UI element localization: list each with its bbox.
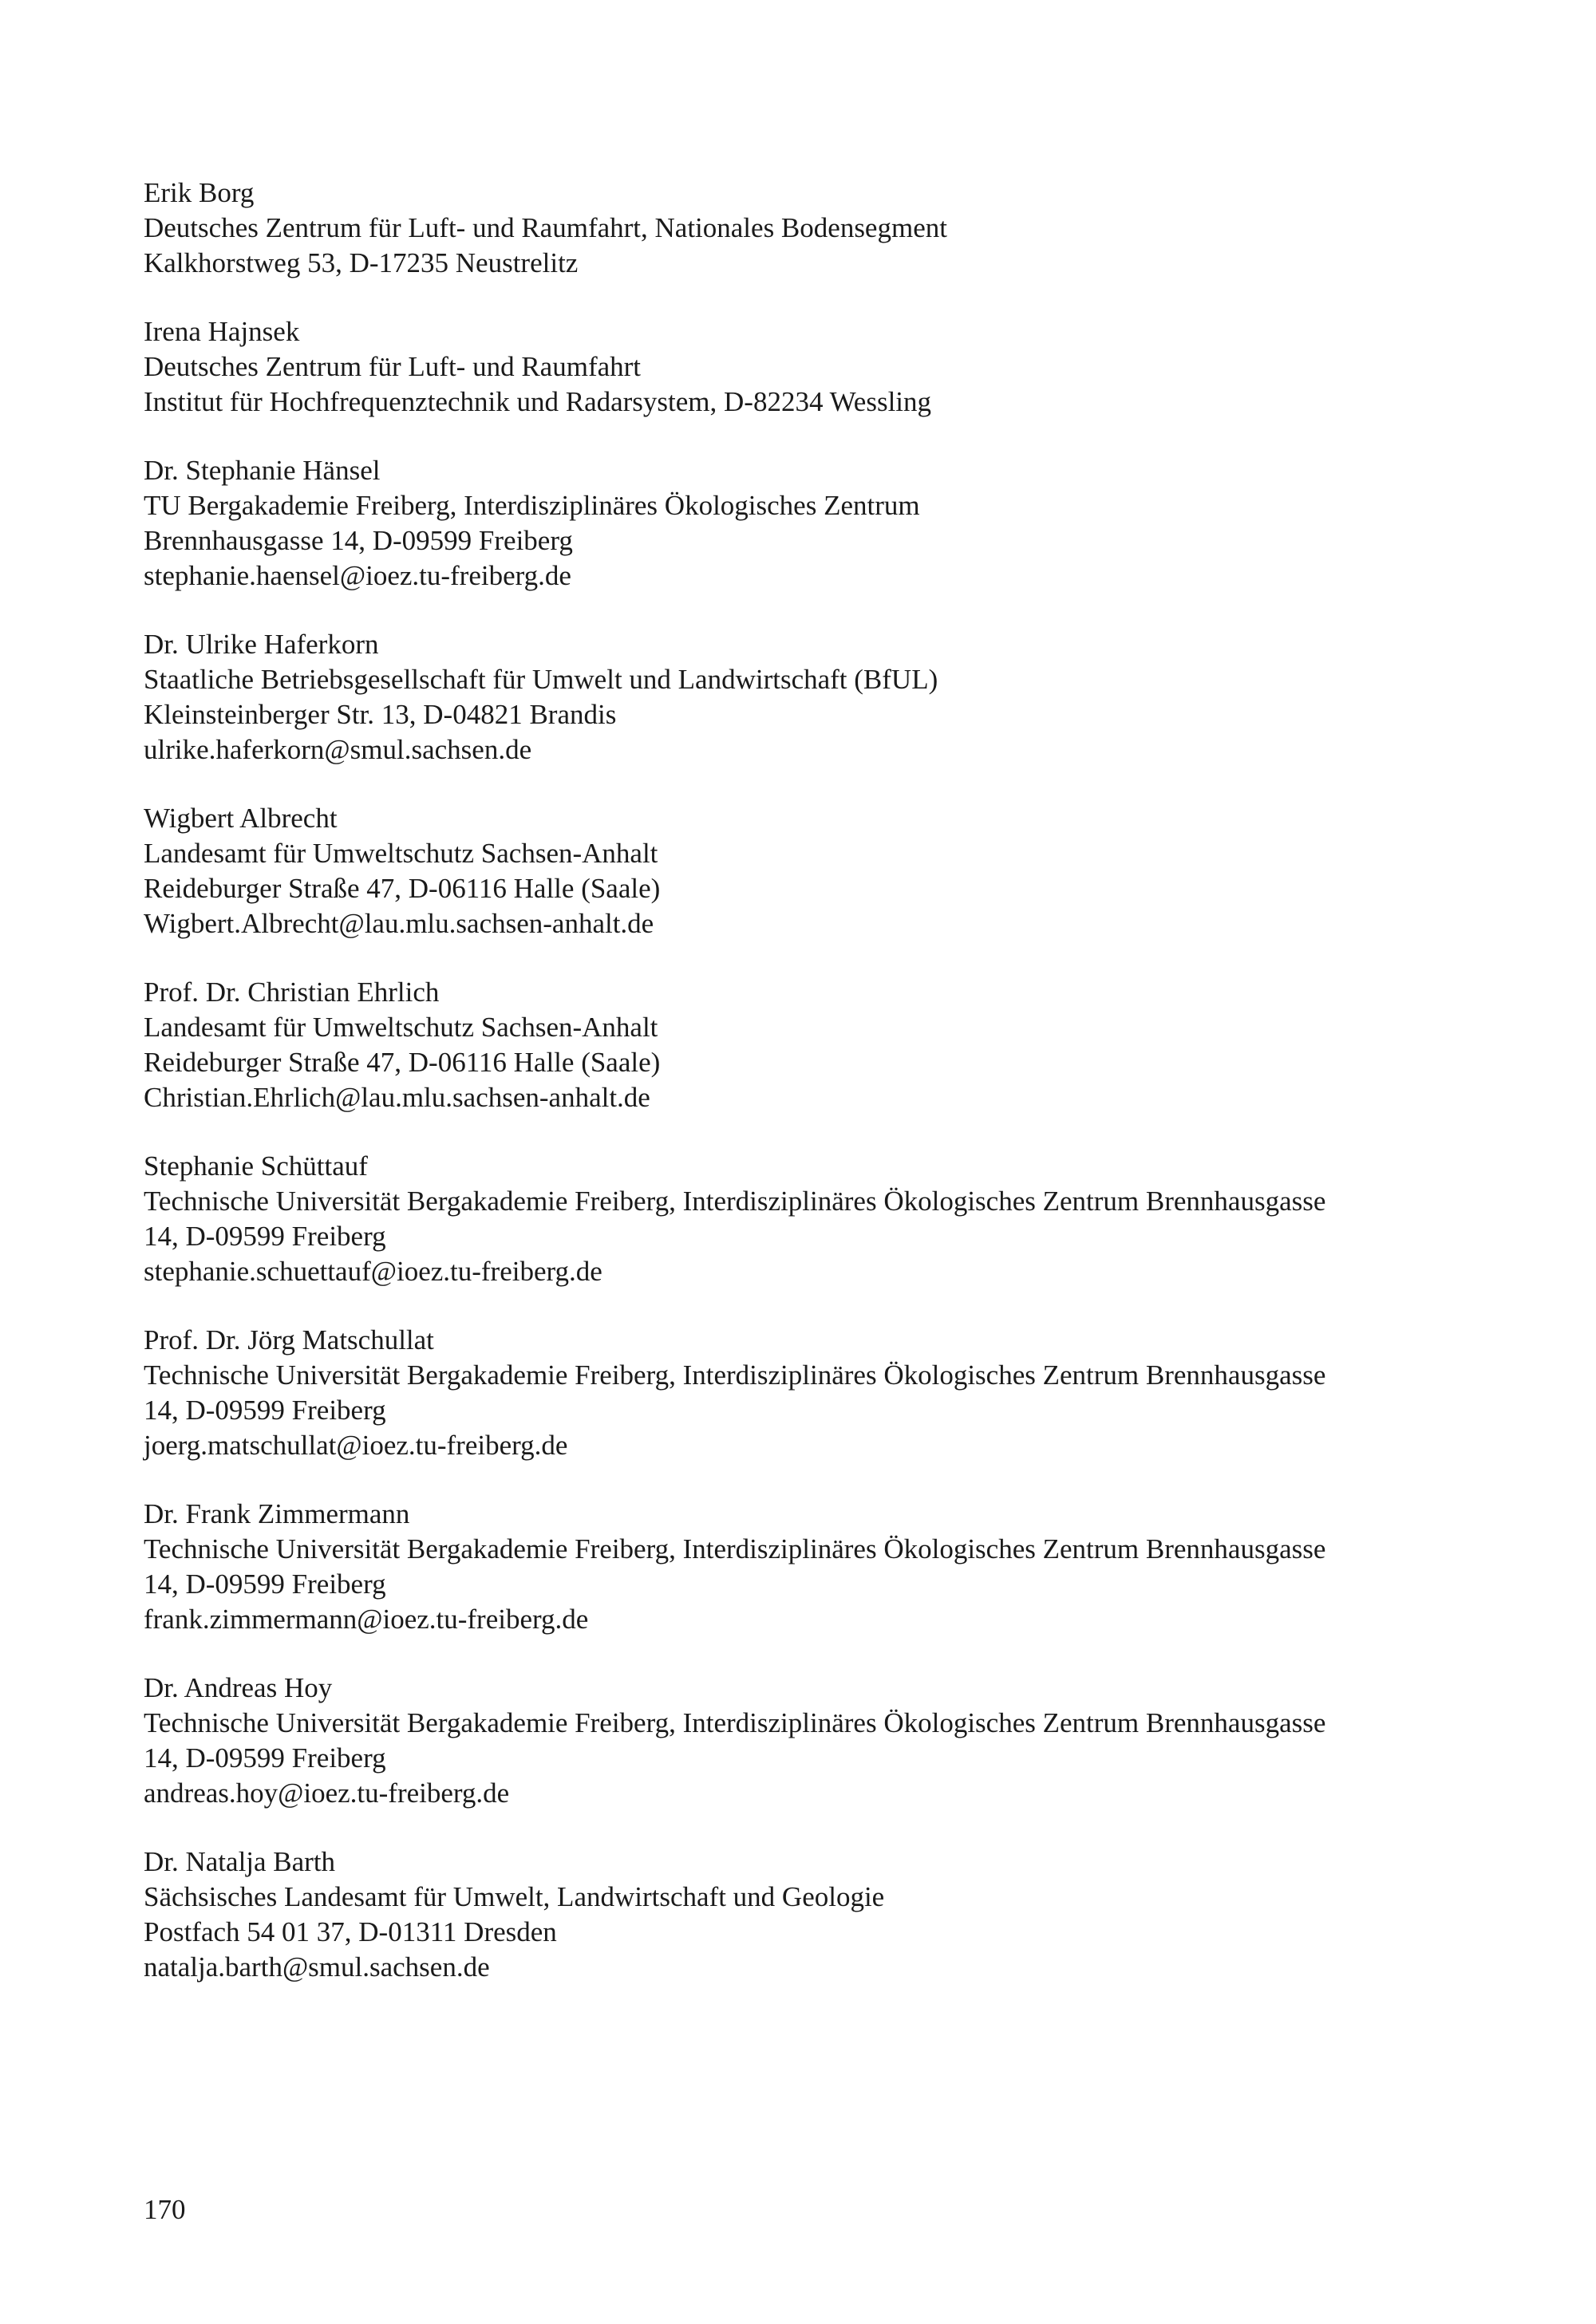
contact-entry (144, 975, 1452, 1115)
contact-detail-line: Deutsches Zentrum für Luft- und Raumfahrt (144, 351, 642, 382)
contact-detail-line: Technische Universität Bergakademie Freiberg, Interdisziplinäres Ökologisches Zentrum Brennhausgasse (144, 1186, 1326, 1217)
contact-detail-line: Technische Universität Bergakademie Freiberg, Interdisziplinäres Ökologisches Zentrum Brennhausgasse (144, 1533, 1326, 1564)
contact-detail-line: ulrike.haferkorn@smul.sachsen.de (144, 734, 532, 765)
contact-detail-line: stephanie.schuettauf@ioez.tu-freiberg.de (144, 1256, 602, 1287)
contact-detail-line: Staatliche Betriebsgesellschaft für Umwelt und Landwirtschaft (BfUL) (144, 664, 938, 695)
contact-detail-line: stephanie.haensel@ioez.tu-freiberg.de (144, 560, 571, 591)
contact-detail-line: andreas.hoy@ioez.tu-freiberg.de (144, 1778, 510, 1809)
contact-detail-line: Sächsisches Landesamt für Umwelt, Landwirtschaft und Geologie (144, 1881, 885, 1912)
contact-detail-line: 14, D-09599 Freiberg (144, 1568, 386, 1600)
contact-entry (144, 176, 1452, 281)
contact-name: Erik Borg (144, 177, 255, 208)
contact-detail-line: Landesamt für Umweltschutz Sachsen-Anhalt (144, 1012, 658, 1043)
contact-detail-line: Institut für Hochfrequenztechnik und Radarsystem, D-82234 Wessling (144, 386, 932, 417)
contact-detail-line: 14, D-09599 Freiberg (144, 1395, 386, 1426)
contact-detail-line: Reideburger Straße 47, D-06116 Halle (Saale) (144, 1047, 661, 1078)
contact-detail-line: Christian.Ehrlich@lau.mlu.sachsen-anhalt.de (144, 1082, 650, 1113)
contact-detail-line: joerg.matschullat@ioez.tu-freiberg.de (144, 1430, 568, 1461)
contact-entry (144, 453, 1452, 594)
contact-detail-line: Kleinsteinberger Str. 13, D-04821 Brandis (144, 699, 617, 730)
contact-name: Wigbert Albrecht (144, 803, 338, 834)
page-number: 170 (144, 2194, 186, 2225)
contact-entry (144, 1497, 1452, 1637)
contact-entry (144, 1671, 1452, 1811)
contact-list (144, 176, 1452, 2018)
contact-entry (144, 1323, 1452, 1463)
contact-entry (144, 1149, 1452, 1289)
contact-entry (144, 801, 1452, 941)
contact-name: Stephanie Schüttauf (144, 1150, 368, 1182)
contact-detail-line: Deutsches Zentrum für Luft- und Raumfahrt, Nationales Bodensegment (144, 212, 947, 243)
contact-detail-line: Wigbert.Albrecht@lau.mlu.sachsen-anhalt.de (144, 908, 654, 939)
contact-detail-line: Landesamt für Umweltschutz Sachsen-Anhalt (144, 838, 658, 869)
contact-entry (144, 314, 1452, 420)
contact-name: Irena Hajnsek (144, 316, 300, 347)
contact-detail-line: 14, D-09599 Freiberg (144, 1742, 386, 1774)
contact-name: Prof. Dr. Christian Ehrlich (144, 977, 440, 1008)
contact-name: Dr. Ulrike Haferkorn (144, 629, 379, 660)
contact-detail-line: Reideburger Straße 47, D-06116 Halle (Saale) (144, 873, 661, 904)
contact-detail-line: Postfach 54 01 37, D-01311 Dresden (144, 1916, 557, 1947)
contact-entry (144, 1845, 1452, 1985)
contact-detail-line: TU Bergakademie Freiberg, Interdisziplinäres Ökologisches Zentrum (144, 490, 920, 521)
contact-detail-line: Technische Universität Bergakademie Freiberg, Interdisziplinäres Ökologisches Zentrum Brennhausgasse (144, 1707, 1326, 1738)
contact-name: Dr. Andreas Hoy (144, 1672, 333, 1703)
contact-detail-line: 14, D-09599 Freiberg (144, 1221, 386, 1252)
contact-detail-line: Kalkhorstweg 53, D-17235 Neustrelitz (144, 247, 579, 278)
contact-detail-line: Technische Universität Bergakademie Freiberg, Interdisziplinäres Ökologisches Zentrum Brennhausgasse (144, 1359, 1326, 1391)
contact-name: Dr. Stephanie Hänsel (144, 455, 381, 486)
contact-entry (144, 627, 1452, 767)
contact-detail-line: natalja.barth@smul.sachsen.de (144, 1951, 490, 1983)
contact-name: Dr. Natalja Barth (144, 1846, 336, 1877)
contact-detail-line: frank.zimmermann@ioez.tu-freiberg.de (144, 1604, 589, 1635)
contact-name: Dr. Frank Zimmermann (144, 1498, 410, 1529)
contact-name: Prof. Dr. Jörg Matschullat (144, 1324, 434, 1355)
contact-detail-line: Brennhausgasse 14, D-09599 Freiberg (144, 525, 573, 556)
